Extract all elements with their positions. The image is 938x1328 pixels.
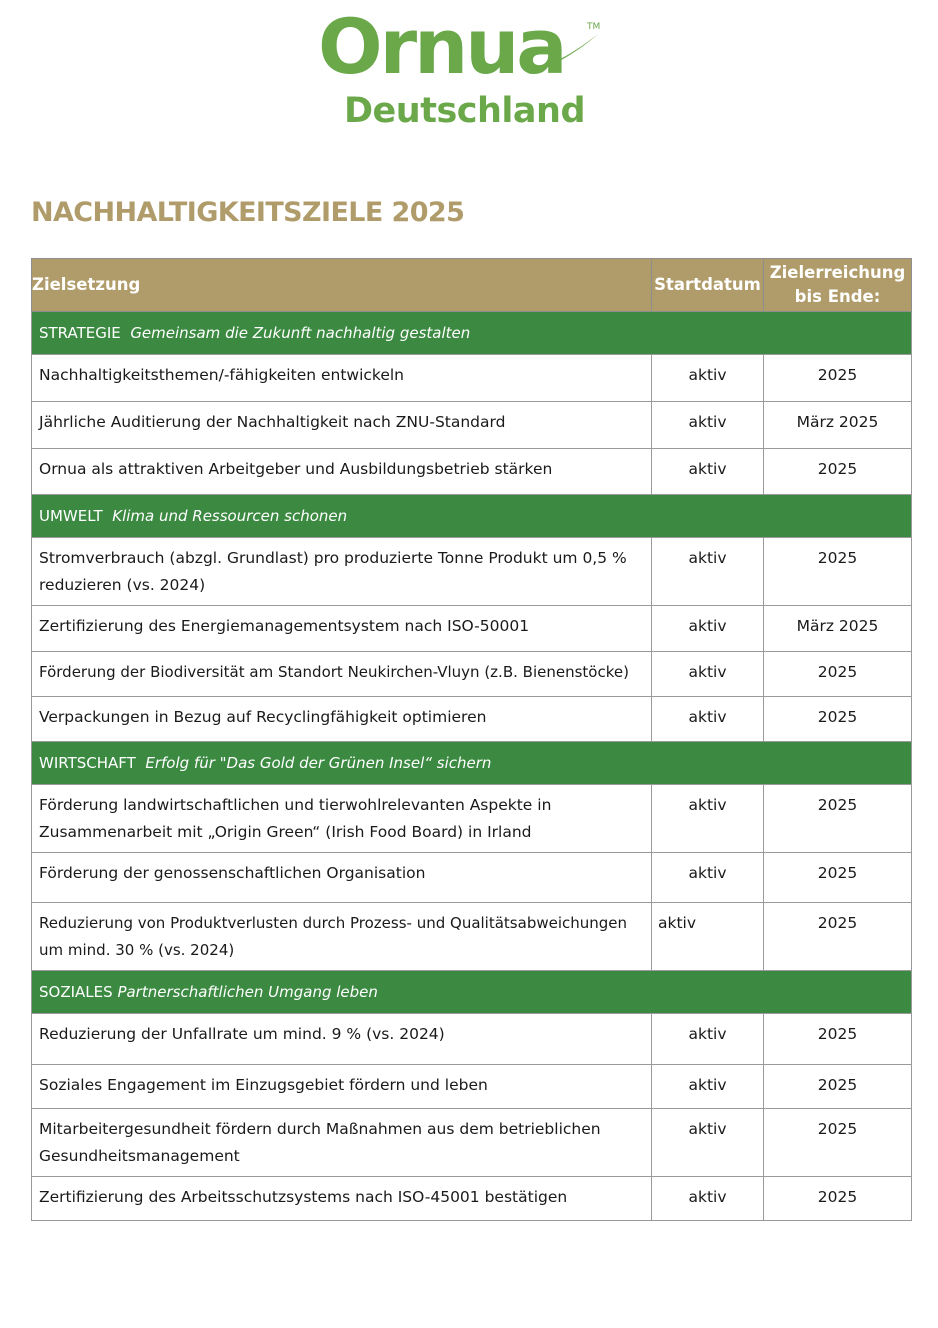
end-cell: 2025	[764, 1109, 912, 1177]
goal-cell: Verpackungen in Bezug auf Recyclingfähigkeit optimieren	[32, 697, 652, 742]
logo-wordmark: Ornua	[318, 2, 565, 91]
section-row-umwelt	[32, 495, 912, 538]
section-cell	[32, 742, 912, 785]
logo-swoosh-icon	[520, 30, 600, 75]
header-end	[764, 259, 912, 312]
section-name: STRATEGIE	[39, 324, 121, 342]
start-cell: aktiv	[652, 538, 764, 606]
section-name: WIRTSCHAFT	[39, 754, 136, 772]
section-subtitle: Partnerschaftlichen Umgang leben	[117, 983, 378, 1001]
start-cell: aktiv	[652, 652, 764, 697]
header-start: Startdatum	[652, 259, 764, 312]
goal-cell: Zertifizierung des Energiemanagementsystem nach ISO-50001	[32, 606, 652, 652]
start-cell: aktiv	[652, 697, 764, 742]
section-subtitle: Erfolg für "Das Gold der Grünen Insel“ sichern	[145, 754, 492, 772]
page-title: NACHHALTIGKEITSZIELE 2025	[31, 197, 465, 228]
start-cell: aktiv	[652, 606, 764, 652]
table-row	[32, 697, 912, 742]
section-name: UMWELT	[39, 507, 103, 525]
section-subtitle: Gemeinsam die Zukunft nachhaltig gestalten	[130, 324, 471, 342]
section-cell	[32, 495, 912, 538]
end-cell: 2025	[764, 853, 912, 903]
end-cell: 2025	[764, 355, 912, 402]
goal-cell: Reduzierung von Produktverlusten durch Prozess- und Qualitätsabweichungen um mind. 30 % (vs. 2024)	[32, 903, 652, 971]
table-row	[32, 853, 912, 903]
table-row	[32, 449, 912, 495]
start-cell: aktiv	[652, 1014, 764, 1065]
section-cell	[32, 312, 912, 355]
end-cell: März 2025	[764, 606, 912, 652]
section-row-strategie	[32, 312, 912, 355]
table-row	[32, 652, 912, 697]
start-cell: aktiv	[652, 449, 764, 495]
table-row	[32, 903, 912, 971]
start-cell: aktiv	[652, 853, 764, 903]
end-cell: März 2025	[764, 402, 912, 449]
end-cell: 2025	[764, 785, 912, 853]
end-cell: 2025	[764, 697, 912, 742]
table-row	[32, 1014, 912, 1065]
start-cell: aktiv	[652, 402, 764, 449]
goal-cell: Förderung der genossenschaftlichen Organisation	[32, 853, 652, 903]
end-cell: 2025	[764, 538, 912, 606]
goal-cell: Förderung der Biodiversität am Standort Neukirchen-Vluyn (z.B. Bienenstöcke)	[32, 652, 652, 697]
goal-cell: Stromverbrauch (abzgl. Grundlast) pro produzierte Tonne Produkt um 0,5 % reduzieren (vs. 2024)	[32, 538, 652, 606]
start-cell: aktiv	[652, 903, 764, 971]
start-cell: aktiv	[652, 1065, 764, 1109]
start-cell: aktiv	[652, 785, 764, 853]
start-cell: aktiv	[652, 355, 764, 402]
goal-cell: Mitarbeitergesundheit fördern durch Maßnahmen aus dem betrieblichen Gesundheitsmanagement	[32, 1109, 652, 1177]
table-row	[32, 1177, 912, 1221]
end-cell: 2025	[764, 1014, 912, 1065]
table-header-row	[32, 259, 912, 312]
table-row	[32, 1109, 912, 1177]
section-subtitle: Klima und Ressourcen schonen	[112, 507, 348, 525]
end-cell: 2025	[764, 903, 912, 971]
section-name: SOZIALES	[39, 983, 113, 1001]
end-cell: 2025	[764, 449, 912, 495]
logo-subtitle: Deutschland	[344, 91, 586, 131]
goal-cell: Jährliche Auditierung der Nachhaltigkeit nach ZNU-Standard	[32, 402, 652, 449]
goal-cell: Ornua als attraktiven Arbeitgeber und Ausbildungsbetrieb stärken	[32, 449, 652, 495]
ornua-logo	[0, 0, 938, 140]
table-row	[32, 1065, 912, 1109]
goals-table	[31, 258, 912, 1221]
section-row-soziales	[32, 971, 912, 1014]
goal-cell: Zertifizierung des Arbeitsschutzsystems nach ISO-45001 bestätigen	[32, 1177, 652, 1221]
end-cell: 2025	[764, 652, 912, 697]
header-goal: Zielsetzung	[32, 259, 652, 312]
table-row	[32, 538, 912, 606]
goal-cell: Soziales Engagement im Einzugsgebiet fördern und leben	[32, 1065, 652, 1109]
table-row	[32, 606, 912, 652]
header-end-line1: Zielerreichung	[769, 263, 906, 282]
goal-cell: Förderung landwirtschaftlichen und tierwohlrelevanten Aspekte in Zusammenarbeit mit „Origin Green“ (Irish Food Board) in Irland	[32, 785, 652, 853]
section-cell	[32, 971, 912, 1014]
logo-trademark: TM	[587, 22, 601, 32]
end-cell: 2025	[764, 1177, 912, 1221]
goal-cell: Reduzierung der Unfallrate um mind. 9 % (vs. 2024)	[32, 1014, 652, 1065]
table-row	[32, 355, 912, 402]
end-cell: 2025	[764, 1065, 912, 1109]
table-row	[32, 402, 912, 449]
table-row	[32, 785, 912, 853]
header-end-line2: bis Ende:	[794, 287, 881, 306]
goal-cell: Nachhaltigkeitsthemen/-fähigkeiten entwickeln	[32, 355, 652, 402]
section-row-wirtschaft	[32, 742, 912, 785]
start-cell: aktiv	[652, 1109, 764, 1177]
start-cell: aktiv	[652, 1177, 764, 1221]
